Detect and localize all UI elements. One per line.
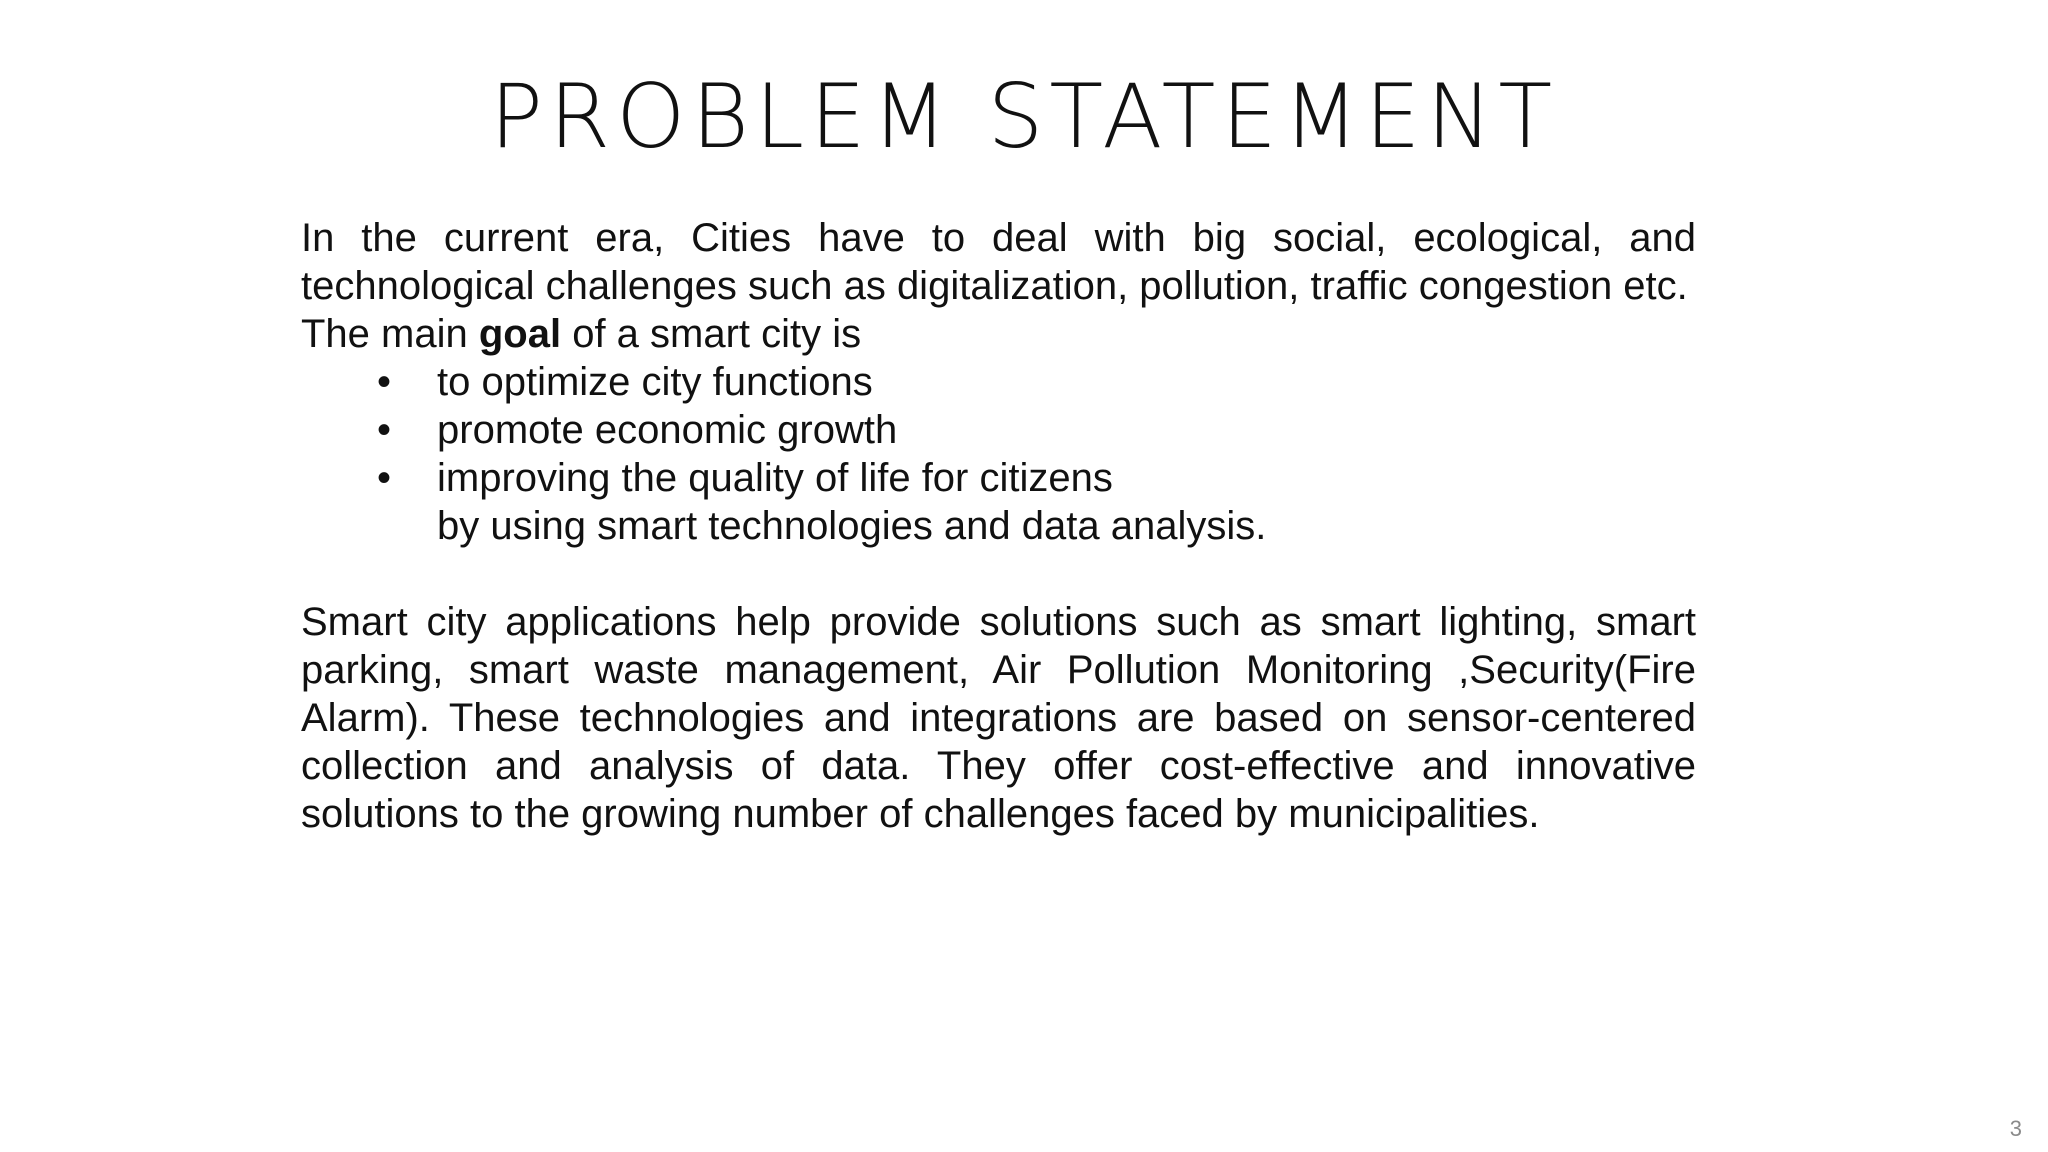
bullet-icon: •: [377, 408, 392, 452]
goal-bullet-list: [301, 358, 1696, 502]
slide-body: [301, 214, 1696, 838]
bullet-item: [301, 358, 1696, 406]
bullet-item: [301, 454, 1696, 502]
bullet-item: [301, 406, 1696, 454]
goal-word: goal: [478, 312, 562, 356]
goal-prefix: The main: [301, 312, 479, 356]
bullet-text: to optimize city functions: [437, 360, 873, 404]
bullets-tail-line: by using smart technologies and data analysis.: [437, 504, 1267, 548]
bullet-icon: •: [377, 456, 392, 500]
goal-suffix: of a smart city is: [561, 312, 862, 356]
applications-paragraph: Smart city applications help provide solutions such as smart lighting, smart parking, smart waste management, Air Pollution Monitoring ,Security(Fire Alarm). These technologies and integrations are based on sensor-centered collection and analysis of data. They offer cost-effective and innovative solutions to the growing number of challenges faced by municipalities.: [301, 600, 1696, 836]
bullet-icon: •: [377, 360, 392, 404]
intro-paragraph: In the current era, Cities have to deal with big social, ecological, and technological challenges such as digitalization, pollution, traffic congestion etc.: [301, 216, 1696, 308]
slide-title: PROBLEM STATEMENT: [489, 65, 1559, 168]
bullet-text: improving the quality of life for citizens: [437, 456, 1113, 500]
goal-line: [301, 310, 1696, 358]
page-number: 3: [2009, 1116, 2022, 1141]
paragraph-spacer: [301, 550, 1696, 598]
bullet-text: promote economic growth: [437, 408, 898, 452]
